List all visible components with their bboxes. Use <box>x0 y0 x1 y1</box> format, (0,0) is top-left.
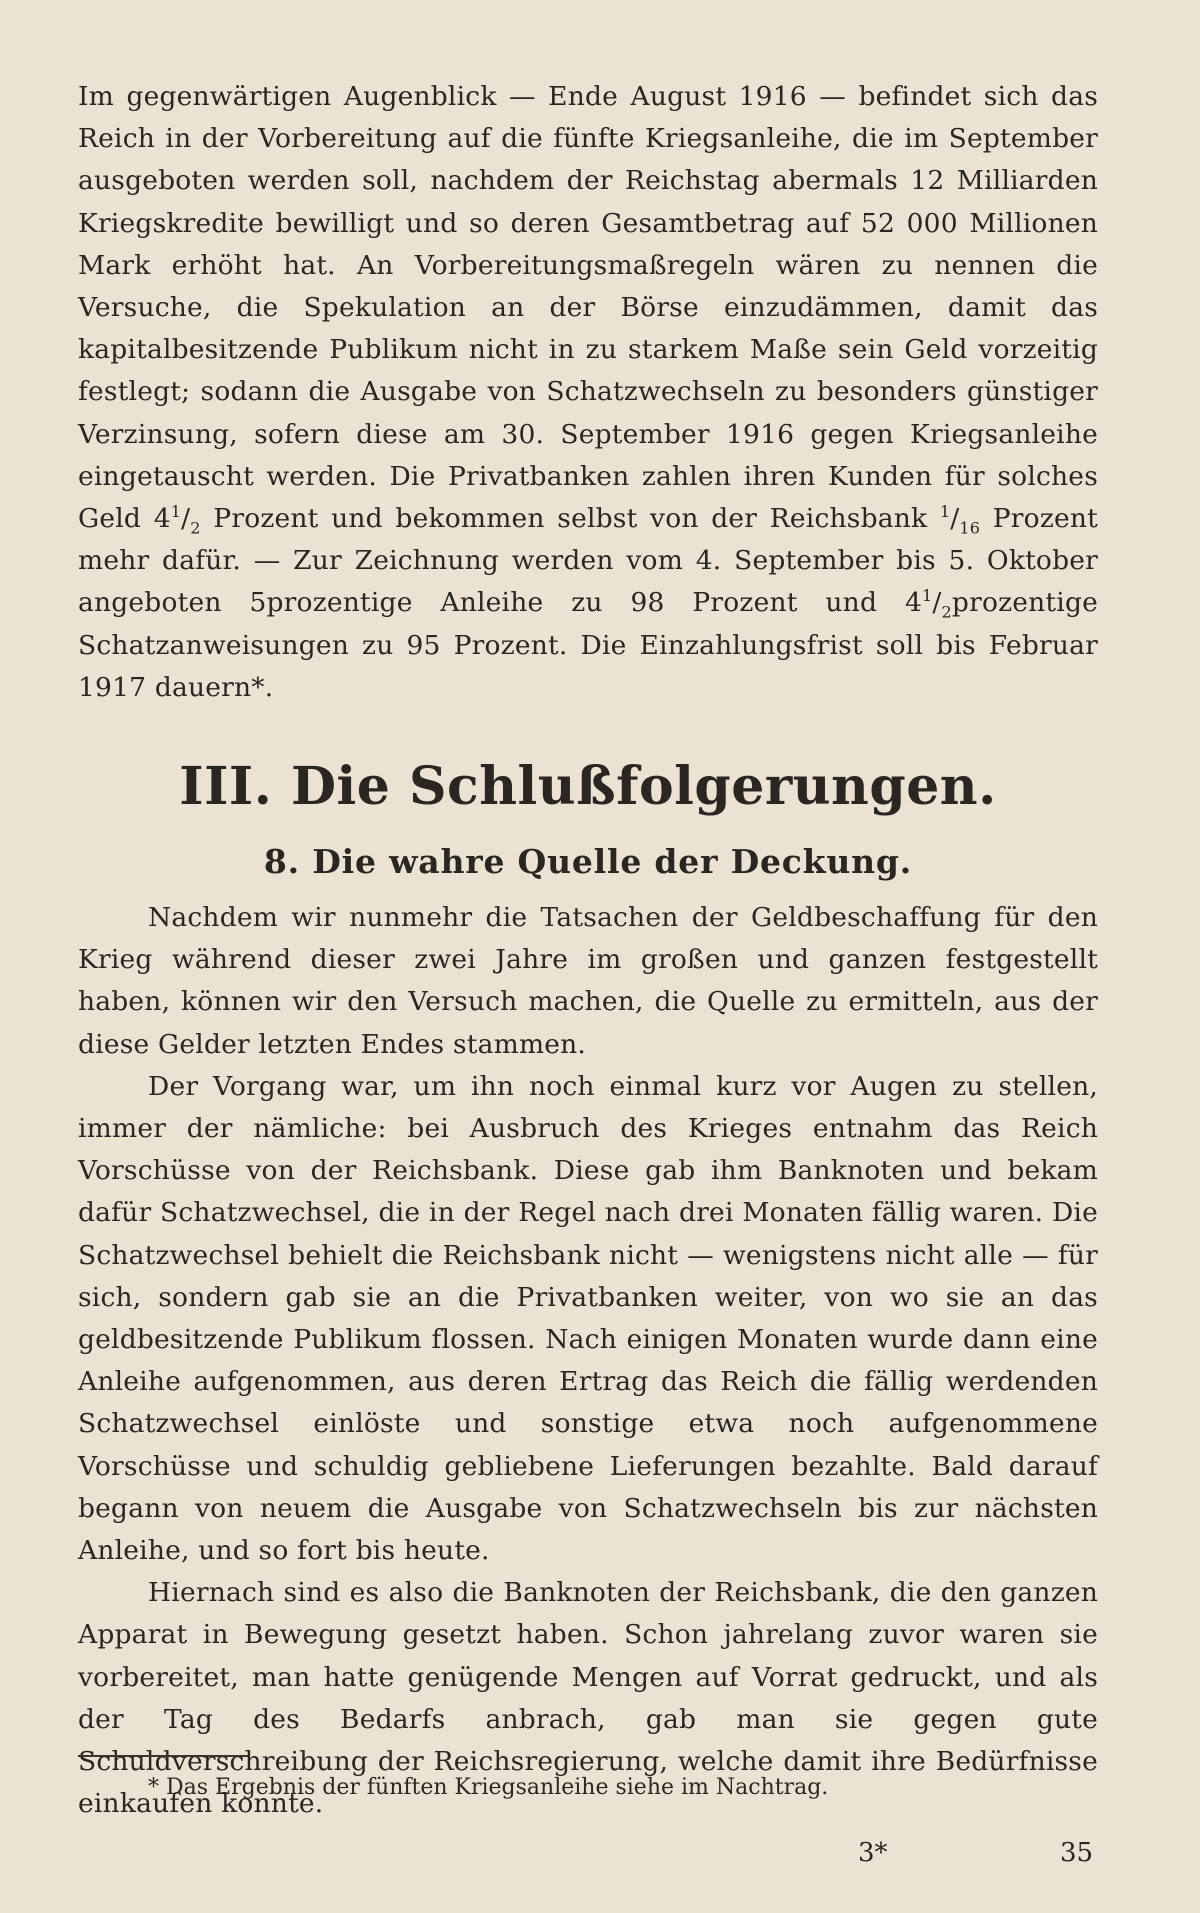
fraction-denominator: 2 <box>941 602 952 622</box>
fraction-numerator: 1 <box>922 586 933 606</box>
fraction-numerator: 1 <box>170 502 182 522</box>
fraction-whole: 4 <box>904 587 922 619</box>
subsection-heading: 8. Die wahre Quelle der Deckung. <box>263 842 913 881</box>
intro-paragraph: Im gegenwärtigen Augenblick — Ende August 1916 — befindet sich das Reich in der Vorbereitung auf die fünfte Kriegsanleihe, die im September ausgeboten werden soll, nachdem der Reichstag abermals 12 Milliarden Kriegskredite bewilligt und so deren Gesamtbetrag auf 52 000 Millionen Mark erhöht hat. An Vorbereitungsmaßregeln wären zu nennen die Versuche, die Spekulation an der Börse einzudämmen, damit das kapitalbesitzende Publikum nicht in zu starkem Maße sein Geld vorzeitig festlegt; sodann die Ausgabe von Schatzwechseln zu besonders günstiger Verzinsung, sofern diese am 30. September 1916 gegen Kriegsanleihe eingetauscht werden. Die Privatbanken zahlen ihren Kunden für solches Geld $4^1/_2$ Prozent und bekommen selbst von der Reichsbank $^1/_{16}$ Prozent mehr dafür. — Zur Zeichnung werden vom 4. September bis 5. Oktober angeboten 5prozentige Anleihe zu 98 Prozent und $4^1/_2prozentige$ Schatzanweisungen zu 95 Prozent. Die Einzahlungsfrist soll bis Februar 1917 dauern*. <box>78 81 1098 703</box>
fraction-denominator: 16 <box>959 518 981 538</box>
fraction-denominator: 2 <box>190 518 201 538</box>
intro-text: Im gegenwärtigen Augenblick — Ende August 1916 — befindet sich das Reich in der Vorbereitung auf die fünfte Kriegsanleihe, die im September ausgeboten werden soll, nachdem der Reichstag abermals 12 Milliarden Kriegskredite bewilligt und so deren Gesamtbetrag auf 52 000 Millionen Mark erhöht hat. An Vorbereitungsmaßregeln wären zu nennen die Versuche, die Spekulation an der Börse einzudämmen, damit das kapitalbesitzende Publikum nicht in zu starkem Maße sein Geld vorzeitig festlegt; sodann die Ausgabe von Schatzwechseln zu besonders günstiger Verzinsung, sofern diese am 30. September 1916 gegen Kriegsanleihe eingetauscht werden. Die Privatbanken zahlen ihren Kunden für solches Geld <box>78 81 1098 535</box>
footnote-divider <box>78 1755 248 1757</box>
section-heading: III. Die Schlußfolgerungen. <box>179 756 997 817</box>
body-paragraph: Der Vorgang war, um ihn noch einmal kurz vor Augen zu stellen, immer der nämliche: bei Ausbruch des Krieges entnahm das Reich Vorschüsse von der Reichsbank. Diese gab ihm Banknoten und bekam dafür Schatzwechsel, die in der Regel nach drei Monaten fällig waren. Die Schatzwechsel behielt die Reichsbank nicht — wenigstens nicht alle — für sich, sondern gab sie an die Privatbanken weiter, von wo sie an das geldbesitzende Publikum flossen. Nach einigen Monaten wurde dann eine Anleihe aufgenommen, aus deren Ertrag das Reich die fällig werdenden Schatzwechsel einlöste und sonstige etwa noch aufgenommene Vorschüsse und schuldig gebliebene Lieferungen bezahlte. Bald darauf begann von neuem die Ausgabe von Schatzwechseln bis zur nächsten Anleihe, und so fort bis heute. <box>78 1070 1098 1567</box>
body-paragraph: Hiernach sind es also die Banknoten der Reichsbank, die den ganzen Apparat in Bewegung gesetzt haben. Schon jahrelang zuvor waren sie vorbereitet, man hatte genügende Mengen auf Vorrat gedruckt, und als der Tag des Bedarfs anbrach, gab man sie gegen gute Schuldverschreibung der Reichsregierung, welche damit ihre Bedürfnisse einkaufen konnte. <box>78 1577 1098 1820</box>
intro-paragraph-block <box>78 76 1098 709</box>
footnote: * Das Ergebnis der fünften Kriegsanleihe siehe im Nachtrag. <box>148 1775 829 1800</box>
intro-text-cont: prozentige Schatzanweisungen zu 95 Prozent. Die Einzahlungsfrist soll bis Februar 1917 dauern*. <box>78 587 1098 703</box>
intro-text-cont: Prozent und bekommen selbst von der Reichsbank <box>200 503 940 535</box>
signature-mark: 3* <box>858 1838 888 1868</box>
fraction-numerator: 1 <box>939 502 951 522</box>
fraction-whole: 4 <box>153 503 171 535</box>
intro-text-cont: Prozent mehr dafür. — Zur Zeichnung werden vom 4. September bis 5. Oktober angeboten 5prozentige Anleihe zu 98 Prozent und <box>78 503 1098 619</box>
body-paragraph: Nachdem wir nunmehr die Tatsachen der Geldbeschaffung für den Krieg während dieser zwei Jahre im großen und ganzen festgestellt haben, können wir den Versuch machen, die Quelle zu ermitteln, aus der diese Gelder letzten Endes stammen. <box>78 902 1098 1060</box>
body-paragraphs <box>78 897 1098 1825</box>
page-number: 35 <box>1060 1838 1094 1868</box>
